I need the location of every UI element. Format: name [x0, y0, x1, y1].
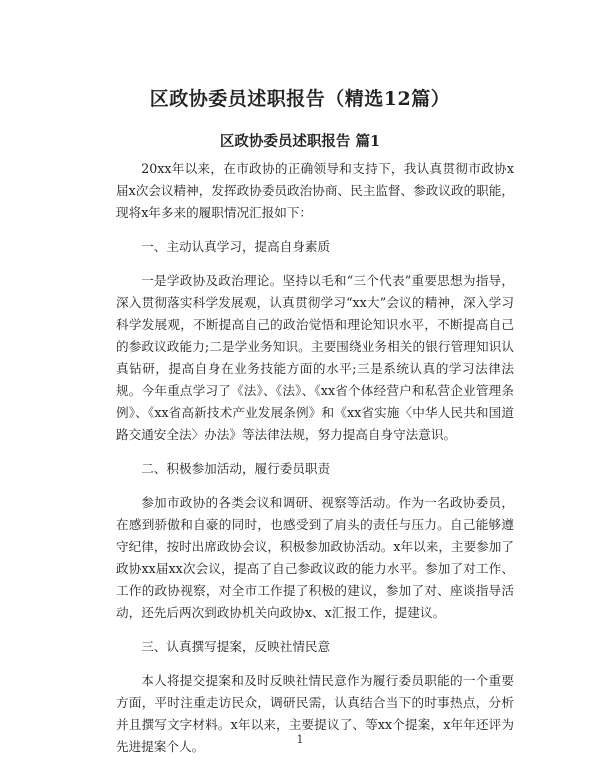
page-number: 1: [296, 733, 304, 746]
heading-activities: 二、积极参加活动，履行委员职责: [141, 461, 331, 476]
heading-study: 一、主动认真学习，提高自身素质: [141, 239, 331, 254]
document-body: [116, 158, 514, 758]
heading-proposals: 三、认真撰写提案，反映社情民意: [141, 639, 331, 654]
section-title: 区政协委员述职报告 篇1: [219, 133, 381, 150]
document-title: 区政协委员述职报告（精选12篇）: [149, 88, 451, 110]
paragraph-study: 一是学政协及政治理论。坚持以毛和“三个代表”重要思想为指导，深入贯彻落实科学发展观，认真贯彻学习“xx大”会议的精神，深入学习科学发展观，不断提高自己的政治觉悟和理论知识水平，不断提高自己的参政议政能力;二是学业务知识。主要围绕业务相关的银行管理知识认真钻研，提高自身在业务技能方面的水平;三是系统认真的学习法律法规。今年重点学习了《法》、《法》、《xx省个体经营户和私营企业管理条例》、《xx省高新技术产业发展条例》和《xx省实施〈中华人民共和国道路交通安全法〉办法》等法律法规，努力提高自身守法意识。: [116, 273, 514, 442]
paragraph-intro: 20xx年以来，在市政协的正确领导和支持下，我认真贯彻市政协x届x次会议精神，发挥政协委员政治协商、民主监督、参政议政的职能，现将x年多来的履职情况汇报如下：: [116, 161, 514, 220]
paragraph-activities: 参加市政协的各类会议和调研、视察等活动。作为一名政协委员，在感到骄傲和自豪的同时，也感受到了肩头的责任与压力。自己能够遵守纪律，按时出席政协会议，积极参加政协活动。x年以来，主要参加了政协xx届xx次会议，提高了自己参政议政的能力水平。参加了对工作、工作的政协视察，对全市工作提了积极的建议，参加了对、座谈指导活动，还先后两次到政协机关向政协x、x汇报工作，提建议。: [116, 495, 514, 620]
paragraph-proposals: 本人将提交提案和及时反映社情民意作为履行委员职能的一个重要方面，平时注重走访民众，调研民需，认真结合当下的时事热点，分析并且撰写文字材料。x年以来，主要提议了、等xx个提案，x年年还评为先进提案个人。: [116, 673, 514, 754]
